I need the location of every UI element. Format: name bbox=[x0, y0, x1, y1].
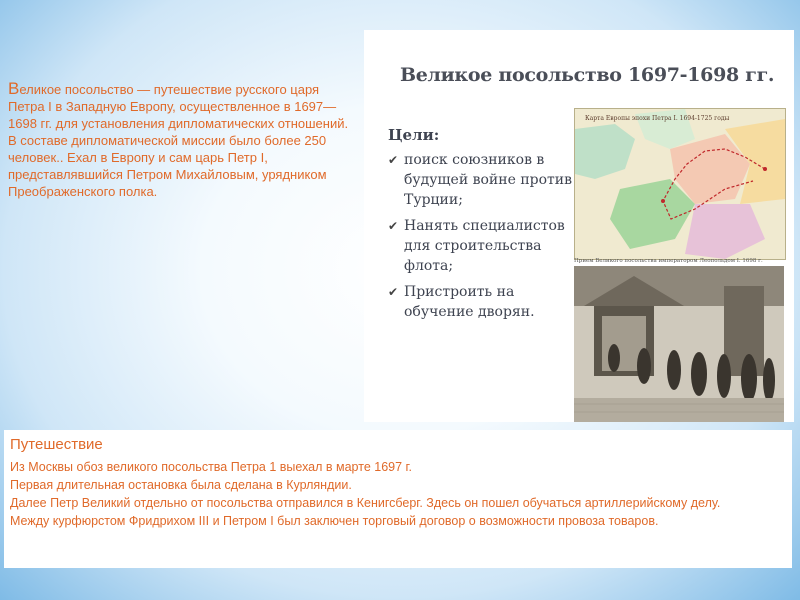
journey-line: Первая длительная остановка была сделана в Курляндии. bbox=[10, 478, 352, 492]
slide-title: Великое посольство 1697-1698 гг. bbox=[400, 64, 775, 86]
engraving-caption: Прием Великого посольства императором Леопольдом I. 1698 г. bbox=[574, 258, 763, 264]
journey-section bbox=[4, 430, 792, 568]
intro-paragraph-2: В составе дипломатической миссии было более 250 человек.. Ехал в Европу и сам царь Петр I, представлявшийся Петром Михайловым, урядником Преображенского полка. bbox=[8, 133, 327, 199]
drop-cap: В bbox=[8, 79, 20, 98]
map-illustration bbox=[575, 109, 785, 259]
europe-map-image bbox=[574, 108, 786, 260]
checkmark-icon: ✔ bbox=[388, 153, 399, 167]
goals-label: Цели: bbox=[388, 126, 440, 144]
goal-text: поиск союзников в будущей войне против Турции; bbox=[404, 152, 572, 208]
journey-line: Между курфюрстом Фридрихом III и Петром I был заключен торговый договор о возможности провоза товаров. bbox=[10, 514, 659, 528]
map-title: Карта Европы эпохи Петра I. 1694-1725 годы bbox=[585, 115, 730, 122]
goal-text: Нанять специалистов для строительства флота; bbox=[404, 218, 565, 274]
journey-line: Далее Петр Великий отдельно от посольства отправился в Кенигсберг. Здесь он пошел обучаться артиллерийскому делу. bbox=[10, 496, 721, 510]
engraving-image bbox=[574, 266, 784, 422]
goal-item bbox=[388, 150, 572, 210]
intro-text bbox=[8, 80, 358, 200]
intro-paragraph-1 bbox=[8, 80, 358, 132]
intro-paragraph-1-text: еликое посольство — путешествие русского царя Петра I в Западную Европу, осуществленное в 1697—1698 гг. для установления дипломатических отношений. bbox=[8, 82, 349, 131]
journey-body bbox=[10, 458, 782, 530]
journey-line: Из Москвы обоз великого посольства Петра 1 выехал в марте 1697 г. bbox=[10, 460, 413, 474]
slide-image-panel bbox=[364, 30, 794, 422]
goal-item bbox=[388, 282, 572, 322]
goals-list bbox=[388, 150, 572, 328]
goal-text: Пристроить на обучение дворян. bbox=[404, 284, 535, 320]
checkmark-icon: ✔ bbox=[388, 285, 399, 299]
goal-item bbox=[388, 216, 572, 276]
engraving-illustration bbox=[574, 266, 784, 422]
checkmark-icon: ✔ bbox=[388, 219, 399, 233]
journey-title: Путешествие bbox=[10, 436, 103, 453]
